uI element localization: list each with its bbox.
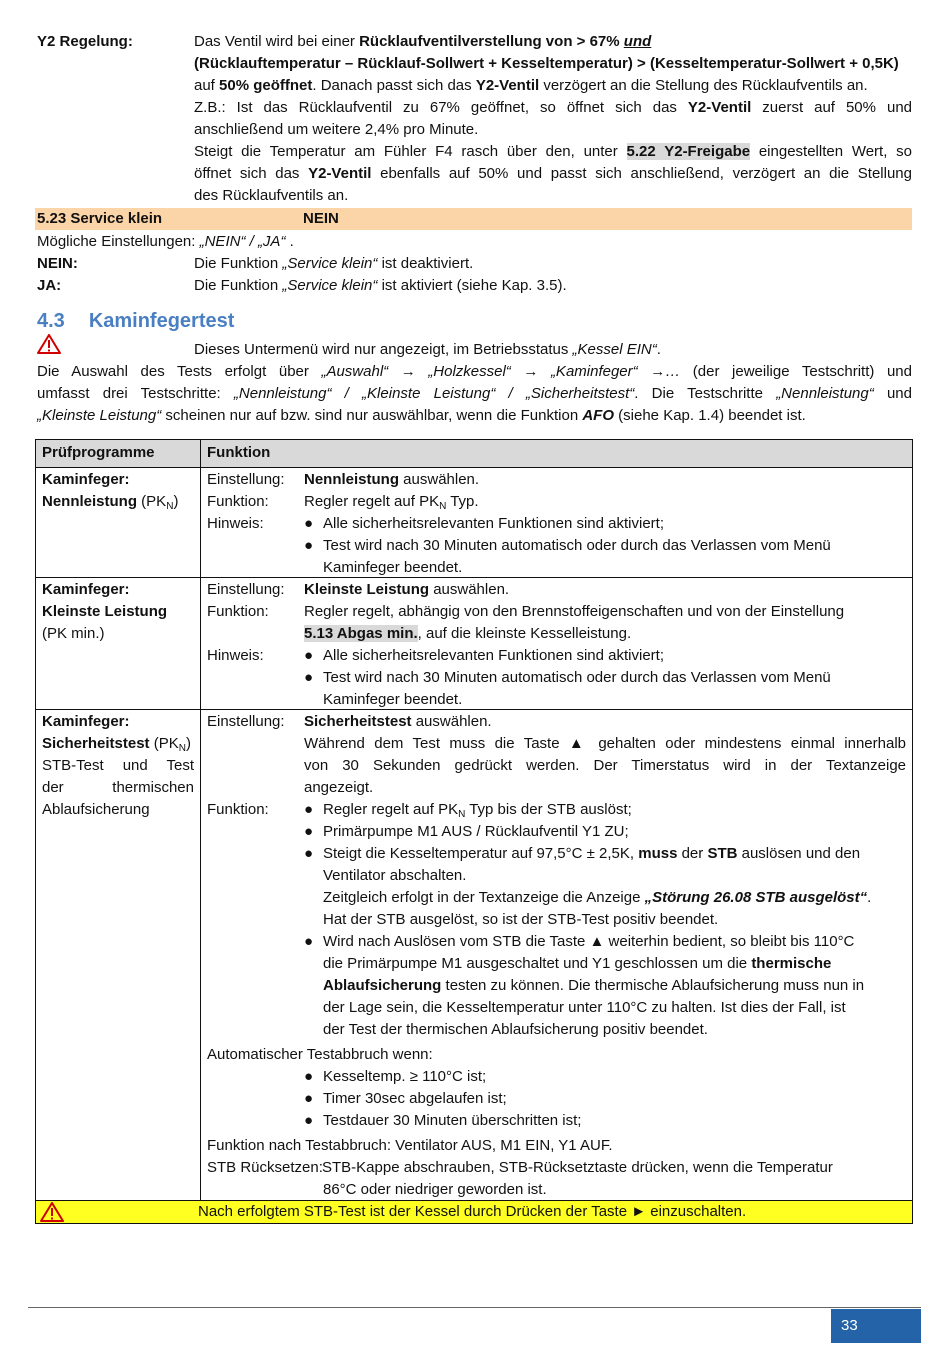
table-header-row	[36, 440, 912, 467]
service-header-bar: 5.23 Service klein NEIN	[35, 208, 912, 230]
test-program-table	[35, 439, 913, 1224]
table-header-function: Funktion	[207, 444, 271, 461]
service-ja-text: Die Funktion „Service klein“ ist aktiviert (siehe Kap. 3.5).	[194, 277, 567, 294]
table-warning-row	[36, 1200, 912, 1223]
section-warning-text: Dieses Untermenü wird nur angezeigt, im Betriebsstatus „Kessel EIN“.	[194, 341, 661, 358]
service-possible: Mögliche Einstellungen: „NEIN“ / „JA“ .	[37, 233, 294, 250]
y2-label: Y2 Regelung:	[37, 33, 133, 50]
y2-text: Das Ventil wird bei einer Rücklaufventilverstellung von > 67% und (Rücklauftemperatur – Rücklauf-Sollwert + Kesseltemperatur) > (Kesseltemperatur-Sollwert + 0,5K) auf 50% geöffnet. Danach passt sich das Y2-Ventil verzögert an die Stellung des Rücklaufventils an. Z.B.: Ist das Rücklaufventil zu 67% geöffnet, so öffnet sich das Y2-Ventil zuerst auf 50% und anschließend um weitere 2,4% pro Minute. Steigt die Temperatur am Fühler F4 rasch über den, unter 5.22 Y2-Freigabe eingestellten Wert, so öffnet sich das Y2-Ventil ebenfalls auf 50% und passt sich anschließend, verzögert an die Stellung des Rücklaufventils an.	[194, 33, 912, 204]
table-row: Kaminfeger: Nennleistung $(PK_N)$ Einstellung: Nennleistung auswählen. Funktion: Regler regelt auf $PK_N$ Typ. Hinweis: ● Alle sicherheitsrelevanten Funktionen sind aktiviert; ● Test wird nach 30 Minuten automatisch oder durch das Verlassen vom Menü Kaminfeger beendet.	[36, 467, 912, 578]
page-number-box	[831, 1309, 921, 1343]
table-warning-text: Nach erfolgtem STB-Test ist der Kessel durch Drücken der Taste ► einzuschalten.	[198, 1203, 747, 1220]
page-number: 33	[841, 1317, 858, 1334]
service-ja-label: JA:	[37, 277, 62, 294]
table-header-programs: Prüfprogramme	[42, 444, 155, 461]
section-paragraph: Die Auswahl des Tests erfolgt über „Auswahl“ → „Holzkessel“ → „Kaminfeger“ →… (der jeweilige Testschritt) und umfasst drei Testschritte: „Nennleistung“ / „Kleinste Leistung“ / „Sicherheitstest“. Die Testschritte „Nennleistung“ und „Kleinste Leistung“ scheinen nur auf bzw. sind nur auswählbar, wenn die Funktion AFO (siehe Kap. 1.4) beendet ist.	[37, 363, 912, 424]
table-row: Kaminfeger: Kleinste Leistung (PK min.) Einstellung: Kleinste Leistung auswählen. Funktion: Regler regelt, abhängig von den Brennstoffeigenschaften und von der Einstellung 5.13 Abgas min., auf die kleinste Kesselleistung. Hinweis: ● Alle sicherheitsrelevanten Funktionen sind aktiviert; ● Test wird nach 30 Minuten automatisch oder durch das Verlassen vom Menü Kaminfeger beendet.	[36, 577, 912, 710]
footer-divider	[28, 1307, 921, 1308]
section-heading: 4.3 Kaminfegertest	[37, 310, 235, 332]
table-row: Kaminfeger: Sicherheitstest $(PK_N)$ STB-Test und Test der thermischen Ablaufsicherung Einstellung: Sicherheitstest auswählen. Während dem Test muss die Taste ▲ gehalten oder mindestens einmal innerhalb von 30 Sekunden gedrückt werden. Der Timerstatus wird in der Textanzeige angezeigt. Funktion: ● Regler regelt auf $PK_N$ Typ bis der STB auslöst; ● Primärpumpe M1 AUS / Rücklaufventil Y1 ZU; ● Steigt die Kesseltemperatur auf 97,5°C ± 2,5K, muss der STB auslösen und den Ventilator abschalten. Zeitgleich erfolgt in der Textanzeige die Anzeige „Störung 26.08 STB ausgelöst“. Hat der STB ausgelöst, so ist der STB-Test positiv beendet. ● Wird nach Auslösen vom STB die Taste ▲ weiterhin bedient, so bleibt bis 110°C die Primärpumpe M1 ausgeschaltet und Y1 geschlossen um die thermische Ablaufsicherung testen zu können. Die thermische Ablaufsicherung muss nun in der Lage sein, die Kesseltemperatur unter 110°C zu halten. Ist dies der Fall, ist der Test der thermischen Ablaufsicherung positiv beendet. Automatischer Testabbruch wenn: ● Kesseltemp. ≥ 110°C ist; ● Timer 30sec abgelaufen ist; ● Testdauer 30 Minuten überschritten ist; Funktion nach Testabbruch: Ventilator AUS, M1 EIN, Y1 AUF. STB Rücksetzen: STB-Kappe abschrauben, STB-Rücksetztaste drücken, wenn die Temperatur 86°C oder niedriger geworden ist.	[36, 709, 912, 1201]
service-nein-label: NEIN:	[37, 255, 78, 272]
service-nein-text: Die Funktion „Service klein“ ist deaktiviert.	[194, 255, 474, 272]
warning-triangle-icon	[40, 1202, 64, 1229]
warning-triangle-icon	[37, 334, 61, 361]
